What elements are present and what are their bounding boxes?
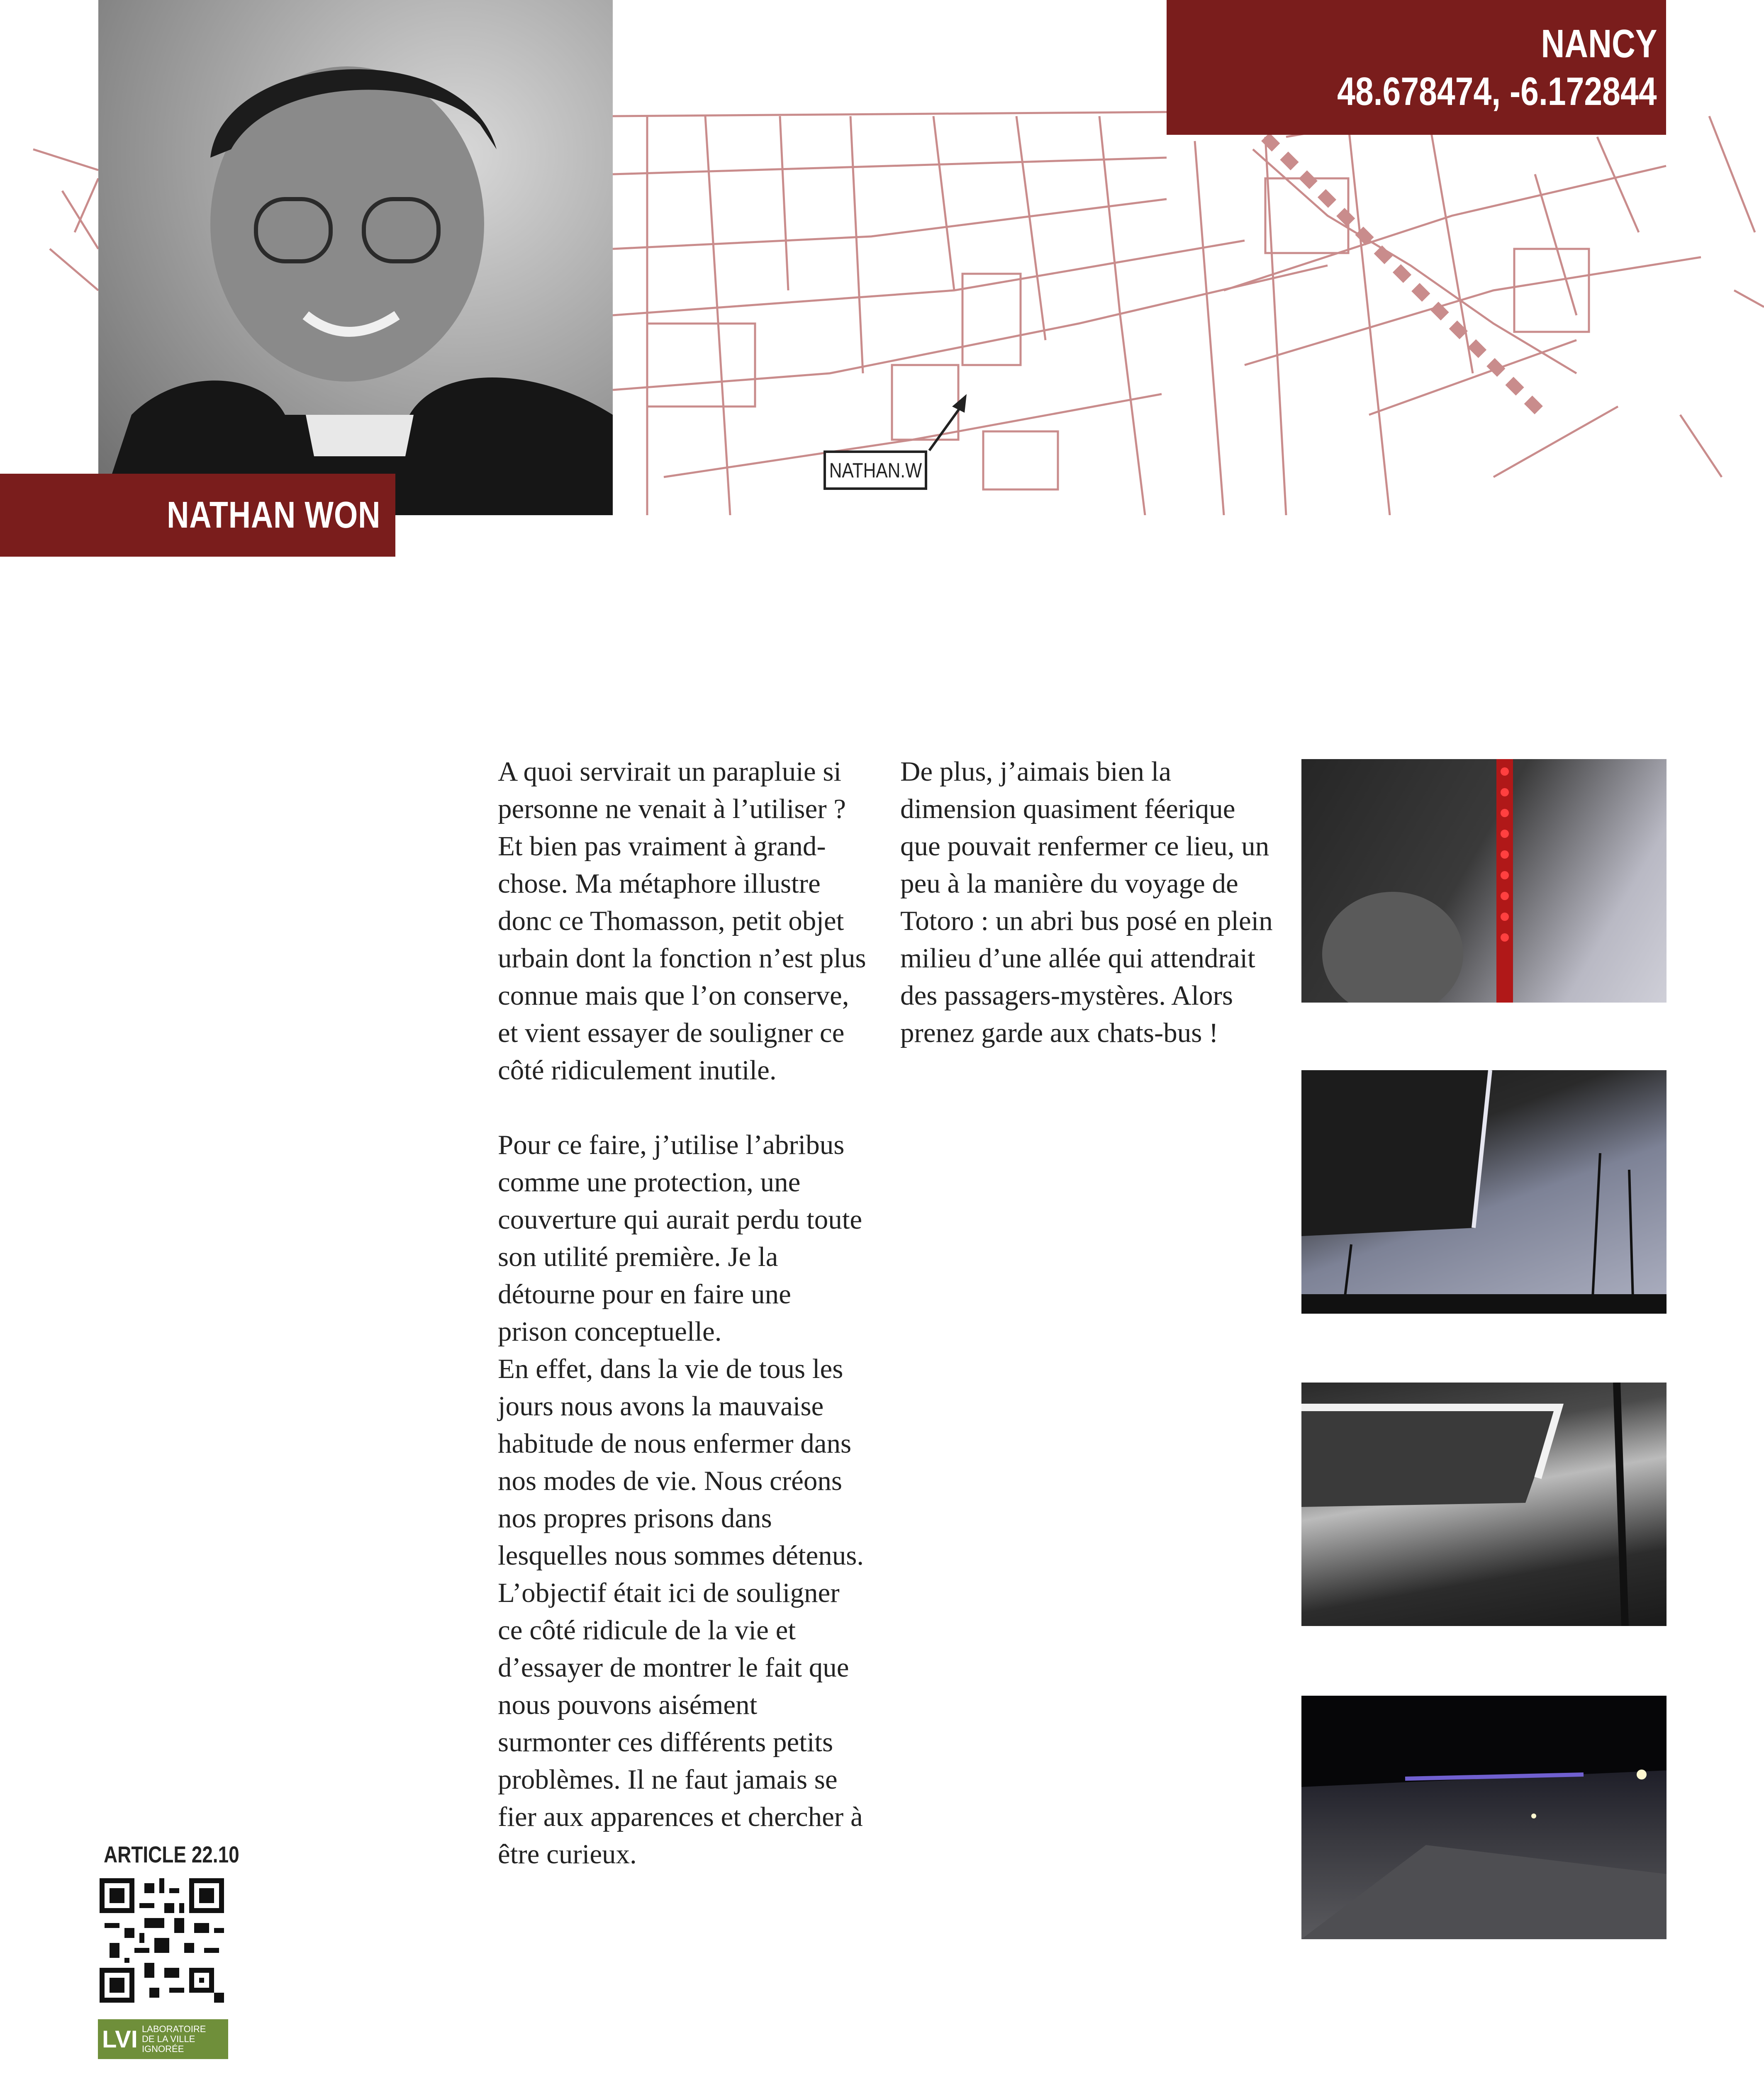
lvi-logo-line-2: DE LA VILLE IGNORÉE	[141, 2034, 195, 2054]
article-number: ARTICLE 22.10	[104, 1841, 239, 1867]
marker-label-text: NATHAN.W	[829, 458, 922, 482]
lvi-logo-mark: LVI	[102, 2025, 138, 2053]
paragraph: De plus, j’aimais bien la dimension quasiment féerique que pouvait renfermer ce lieu, un peu à la manière du voyage de Totoro : un abri bus posé en plein milieu d’une allée qui attendrait des passagers-mystères. Alors prenez garde aux chats-bus !	[900, 756, 1273, 1048]
paragraph: Pour ce faire, j’utilise l’abribus comme une protection, une couverture qui aurait perdu toute son utilité première. Je la détourne pour en faire une prison conceptuelle.	[498, 1130, 863, 1347]
city-name: NANCY	[1541, 21, 1657, 66]
map-marker-label	[824, 450, 927, 490]
photo-shelter-trees	[1301, 1070, 1667, 1314]
paragraph: A quoi servirait un parapluie si personne ne venait à l’utiliser ? Et bien pas vraiment à grand-chose. Ma métaphore illustre donc ce Thomasson, petit objet urbain dont la fonction n’est plus connue mais que l’on conserve, et vient essayer de souligner ce côté ridiculement inutile.	[498, 756, 866, 1086]
paragraph: En effet, dans la vie de tous les jours nous avons la mauvaise habitude de nous enfermer dans nos modes de vie. Nous créons nos propres prisons dans lesquelles nous sommes détenus. L’objectif était ici de souligner ce côté ridicule de la vie et d’essayer de montrer le fait que nous pouvons aisément surmonter ces différents petits problèmes. Il ne faut jamais se fier aux apparences et chercher à être curieux.	[498, 1353, 864, 1870]
photo-shelter-dusk	[1301, 1383, 1667, 1626]
author-name: NATHAN WON	[166, 494, 380, 536]
lvi-logo-text	[142, 2024, 228, 2054]
name-banner	[0, 474, 395, 557]
lvi-logo-line-1: LABORATOIRE	[141, 2024, 206, 2034]
text-column-1	[498, 753, 867, 1873]
gps-coordinates: 48.678474, -6.172844	[1337, 69, 1657, 114]
location-banner	[1167, 0, 1666, 135]
portrait-photo	[98, 0, 613, 515]
text-column-2	[900, 753, 1274, 1052]
photo-night-path	[1301, 1696, 1667, 1939]
lvi-logo	[98, 2019, 228, 2059]
qr-code[interactable]	[100, 1878, 224, 2003]
photo-led-installation	[1301, 759, 1667, 1003]
